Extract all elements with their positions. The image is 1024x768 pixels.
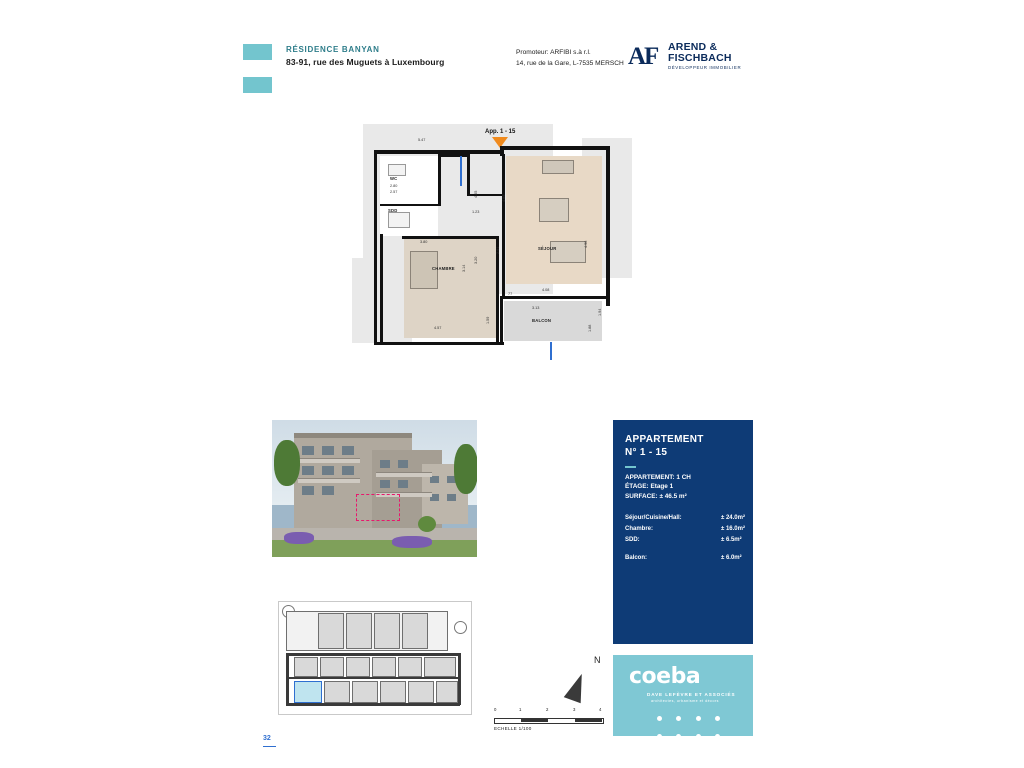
plan-dimension: 3.20 [474, 256, 478, 264]
window [302, 466, 314, 475]
window [447, 494, 456, 501]
room-name: Séjour/Cuisine/Hall: [625, 515, 682, 521]
info-meta-surface: SURFACE: ± 46.5 m² [625, 492, 687, 500]
coeba-dot-pattern [652, 710, 734, 764]
scale-tick-label: 3 [573, 707, 576, 712]
table-row [625, 524, 745, 535]
plan-dimension: 1.23 [472, 210, 480, 214]
info-panel-title [625, 434, 704, 459]
room-label-chambre: CHAMBRE [432, 266, 455, 271]
sofa [550, 241, 586, 263]
plan-walls-group [374, 146, 626, 361]
key-plan-unit [372, 657, 396, 677]
scale-bar-segment [575, 718, 602, 722]
plan-dimension: 4.85 [502, 194, 506, 202]
table-row [625, 513, 745, 524]
plan-dimension: 4.08 [542, 288, 550, 292]
page-header [243, 22, 783, 77]
coeba-subtitle: DAVE LEFÈVRE ET ASSOCIÉS [647, 692, 736, 697]
apartment-info-panel [613, 420, 753, 644]
info-meta-floor: ÉTAGE: Etage 1 [625, 483, 674, 491]
wall [500, 296, 503, 344]
room-label-sdd: SDD [388, 208, 398, 213]
plan-dimension: 4.57 [434, 326, 442, 330]
dining-table [539, 198, 569, 222]
info-panel-meta [625, 473, 691, 501]
key-plan-unit [346, 657, 370, 677]
promoter-line-2: 14, rue de la Gare, L-7535 MERSCH [516, 60, 624, 67]
plan-dimension: 2.80 [390, 184, 398, 188]
plan-dimension: 1.59 [486, 316, 490, 324]
room-name: SDD: [625, 537, 640, 543]
wall-interior [467, 154, 470, 196]
north-label: N [594, 655, 601, 665]
promoter-line-1: Promoteur: ARFIBI s.à r.l. [516, 49, 591, 56]
wall-interior [502, 154, 505, 299]
header-color-swatch [243, 44, 272, 60]
plan-dimension: 4.65 [474, 190, 478, 198]
key-plan-highlighted-unit [294, 681, 322, 703]
tree [274, 440, 300, 486]
plan-dimension: 3.14 [462, 264, 466, 272]
dot [696, 716, 701, 721]
plan-apartment-label: App. 1 - 15 [485, 129, 516, 135]
dot [715, 734, 720, 739]
key-plan-unit [424, 657, 456, 677]
window-marker [550, 342, 552, 360]
window [380, 480, 390, 488]
tree [454, 444, 477, 494]
room-area: ± 16.0m² [721, 526, 745, 532]
arend-fischbach-logo [628, 40, 768, 74]
plan-dimension: 5.47 [418, 138, 426, 142]
window [322, 486, 334, 495]
scale-tick-label: 4 [599, 707, 602, 712]
key-plan-wall [286, 653, 289, 705]
room-area: ± 6.5m² [721, 537, 742, 543]
building-render-photo [272, 420, 477, 557]
info-panel-divider [625, 466, 636, 468]
room-name: Balcon: [625, 555, 648, 561]
logo-company-name [668, 42, 732, 64]
plan-dimension: 3.80 [420, 240, 428, 244]
logo-company-name-line1: AREND & [668, 41, 718, 53]
dot [676, 734, 681, 739]
wall-interior [380, 234, 383, 342]
scale-tick-label: 0 [494, 707, 497, 712]
dot [657, 734, 662, 739]
coeba-logo-block [613, 655, 753, 736]
balcony [298, 458, 360, 463]
table-row [625, 535, 745, 546]
building-roofline [294, 433, 412, 438]
apartment-location-highlight [356, 494, 400, 521]
room-area: ± 6.0m² [721, 555, 742, 561]
window [398, 460, 408, 468]
wall-interior [380, 204, 440, 206]
plan-dimension: 2.41 [496, 246, 500, 254]
key-plan-unit [352, 681, 378, 703]
key-plan-unit [324, 681, 350, 703]
dot [676, 716, 681, 721]
flower-bed [392, 536, 432, 548]
plan-dimension: 2.57 [390, 190, 398, 194]
info-meta-apartment: APPARTEMENT: 1 CH [625, 474, 691, 481]
wall [500, 146, 610, 150]
key-plan-wall [286, 703, 460, 706]
key-plan-unit [320, 657, 344, 677]
key-plan-unit [408, 681, 434, 703]
promoter-info [516, 47, 624, 69]
north-arrow-icon [564, 671, 590, 703]
key-plan-unit [346, 613, 372, 649]
key-plan-unit [380, 681, 406, 703]
wall [500, 296, 610, 299]
wall-interior [402, 236, 498, 239]
room-label-sejour: SÉJOUR [538, 246, 557, 251]
room-area: ± 24.0m² [721, 515, 745, 521]
scale-tick-label: 1 [519, 707, 522, 712]
dot [657, 716, 662, 721]
plan-dimension: 1.94 [598, 308, 602, 316]
logo-company-name-line2: FISCHBACH [668, 52, 732, 64]
flower-bed [284, 532, 314, 544]
window [342, 446, 354, 455]
page-number: 32 [263, 735, 271, 742]
dot [696, 734, 701, 739]
wall-interior [438, 154, 441, 206]
key-plan-unit [294, 657, 318, 677]
room-label-wc: WC [390, 176, 398, 181]
key-plan-unit [318, 613, 344, 649]
window [322, 446, 334, 455]
header-color-swatch-secondary [243, 77, 272, 93]
room-label-balcon: BALCON [532, 318, 552, 323]
scale-caption: ECHELLE 1/100 [494, 726, 532, 731]
key-plan-unit [398, 657, 422, 677]
scale-bar [494, 707, 606, 736]
wall [606, 146, 610, 306]
coeba-subtitle-secondary: architectes, urbanisme et décors [651, 699, 719, 703]
plan-dimension: 4.96 [584, 240, 588, 248]
site-marker-icon [454, 621, 467, 634]
apartment-floor-plan [352, 118, 637, 368]
project-name: RÉSIDENCE BANYAN [286, 45, 380, 54]
kitchen-counter [542, 160, 574, 174]
project-address: 83-91, rue des Muguets à Luxembourg [286, 57, 445, 67]
wall [374, 150, 377, 345]
room-balcon [504, 301, 602, 341]
north-arrow [560, 655, 610, 710]
key-plan-wall [458, 653, 461, 705]
balcony [376, 472, 432, 477]
dot [676, 752, 681, 757]
bathroom-fixture [388, 164, 406, 176]
table-row [625, 555, 745, 566]
info-panel-title-line1: APPARTEMENT [625, 434, 704, 445]
info-panel-balcony-row [625, 555, 745, 566]
wall [374, 342, 504, 345]
window-marker [460, 156, 462, 186]
key-plan-unit [402, 613, 428, 649]
info-panel-title-line2: N° 1 - 15 [625, 446, 668, 458]
key-plan-wall [286, 677, 460, 679]
window [322, 466, 334, 475]
window [398, 480, 408, 488]
wall-interior [440, 154, 470, 157]
shower [388, 212, 410, 228]
balcony [298, 478, 360, 483]
plan-dimension: 3.13 [532, 306, 540, 310]
floor-key-plan [272, 597, 477, 719]
shrub [418, 516, 436, 532]
window [342, 466, 354, 475]
key-plan-unit [374, 613, 400, 649]
window [302, 486, 314, 495]
scale-bar-segment [521, 718, 548, 722]
window [430, 476, 439, 483]
info-panel-room-table [625, 513, 745, 546]
window [380, 460, 390, 468]
window [302, 446, 314, 455]
plan-dimension: 77 [508, 292, 513, 296]
key-plan-wall [286, 653, 460, 656]
logo-initials: AF [628, 43, 658, 70]
dot [715, 716, 720, 721]
dot [657, 752, 662, 757]
scale-tick-label: 2 [546, 707, 549, 712]
room-name: Chambre: [625, 526, 654, 532]
coeba-name: coeba [629, 664, 701, 689]
page-number-underline [263, 746, 276, 747]
plan-dimension: 1.88 [588, 324, 592, 332]
key-plan-unit [436, 681, 458, 703]
logo-tagline: DÉVELOPPEUR IMMOBILIER [668, 65, 742, 70]
